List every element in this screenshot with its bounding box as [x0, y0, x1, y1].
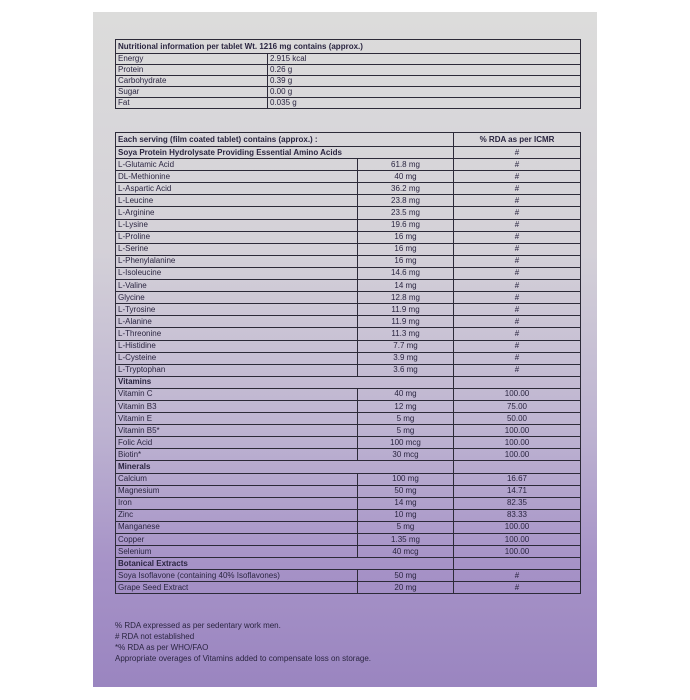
ingredient-rda: 100.00	[454, 534, 581, 546]
ingredient-name: Selenium	[116, 546, 358, 558]
table-row	[116, 413, 581, 425]
ingredient-name: L-Leucine	[116, 195, 358, 207]
table-row	[116, 98, 581, 109]
nutrient-value: 0.39 g	[268, 76, 581, 87]
ingredient-rda: #	[454, 267, 581, 279]
ingredient-name: Magnesium	[116, 485, 358, 497]
table-row	[116, 255, 581, 267]
table-row	[116, 195, 581, 207]
ingredient-name: Soya Isoflavone (containing 40% Isoflavones)	[116, 570, 358, 582]
ingredient-name: L-Arginine	[116, 207, 358, 219]
table-row	[116, 207, 581, 219]
composition-table	[115, 132, 581, 594]
table-row	[116, 400, 581, 412]
ingredient-name: L-Valine	[116, 280, 358, 292]
ingredient-amount: 40 mcg	[358, 546, 454, 558]
amino-section-row	[116, 147, 581, 159]
nutrition-title: Nutritional information per tablet Wt. 1216 mg contains (approx.)	[116, 40, 581, 54]
ingredient-name: Manganese	[116, 521, 358, 533]
ingredient-rda: 100.00	[454, 546, 581, 558]
table-row	[116, 219, 581, 231]
ingredient-name: L-Isoleucine	[116, 267, 358, 279]
table-row	[116, 65, 581, 76]
section-rda	[454, 558, 581, 570]
ingredient-name: Glycine	[116, 292, 358, 304]
ingredient-amount: 11.9 mg	[358, 304, 454, 316]
ingredient-name: L-Aspartic Acid	[116, 183, 358, 195]
nutrient-value: 0.035 g	[268, 98, 581, 109]
ingredient-amount: 23.8 mg	[358, 195, 454, 207]
ingredient-amount: 1.35 mg	[358, 534, 454, 546]
table-row	[116, 497, 581, 509]
ingredient-amount: 100 mcg	[358, 437, 454, 449]
table-row	[116, 340, 581, 352]
ingredient-amount: 50 mg	[358, 570, 454, 582]
ingredient-rda: #	[454, 316, 581, 328]
ingredient-amount: 11.3 mg	[358, 328, 454, 340]
footnote: % RDA expressed as per sedentary work men.	[115, 621, 281, 630]
ingredient-rda: 82.35	[454, 497, 581, 509]
ingredient-name: L-Phenylalanine	[116, 255, 358, 267]
nutrient-name: Carbohydrate	[116, 76, 268, 87]
ingredient-rda: 100.00	[454, 449, 581, 461]
ingredient-name: L-Proline	[116, 231, 358, 243]
section-title: Minerals	[116, 461, 454, 473]
table-row	[116, 54, 581, 65]
footnote: # RDA not established	[115, 632, 195, 641]
ingredient-rda: #	[454, 195, 581, 207]
ingredient-rda: 100.00	[454, 521, 581, 533]
ingredient-amount: 3.9 mg	[358, 352, 454, 364]
label-sheet	[93, 12, 597, 687]
ingredient-rda: #	[454, 207, 581, 219]
ingredient-name: Copper	[116, 534, 358, 546]
footnote: *% RDA as per WHO/FAO	[115, 643, 209, 652]
ingredient-amount: 5 mg	[358, 413, 454, 425]
composition-header-row	[116, 133, 581, 147]
table-row	[116, 570, 581, 582]
ingredient-rda: #	[454, 171, 581, 183]
section-rda	[454, 376, 581, 388]
ingredient-amount: 40 mg	[358, 171, 454, 183]
ingredient-amount: 12.8 mg	[358, 292, 454, 304]
footnote: Appropriate overages of Vitamins added to compensate loss on storage.	[115, 654, 372, 663]
section-rda	[454, 461, 581, 473]
ingredient-rda: #	[454, 582, 581, 594]
ingredient-amount: 5 mg	[358, 521, 454, 533]
composition-header: Each serving (film coated tablet) contains (approx.) :	[116, 133, 454, 147]
table-row	[116, 292, 581, 304]
nutrition-table	[115, 39, 581, 109]
table-row	[116, 304, 581, 316]
ingredient-amount: 3.6 mg	[358, 364, 454, 376]
table-row	[116, 485, 581, 497]
ingredient-name: L-Threonine	[116, 328, 358, 340]
minerals-section-row	[116, 461, 581, 473]
section-rda: #	[454, 147, 581, 159]
section-title: Vitamins	[116, 376, 454, 388]
table-row	[116, 364, 581, 376]
ingredient-amount: 23.5 mg	[358, 207, 454, 219]
nutrient-name: Fat	[116, 98, 268, 109]
table-row	[116, 509, 581, 521]
table-row	[116, 534, 581, 546]
ingredient-amount: 40 mg	[358, 388, 454, 400]
table-row	[116, 183, 581, 195]
ingredient-name: Vitamin C	[116, 388, 358, 400]
ingredient-name: Biotin*	[116, 449, 358, 461]
ingredient-name: Calcium	[116, 473, 358, 485]
ingredient-rda: #	[454, 159, 581, 171]
table-row	[116, 171, 581, 183]
ingredient-rda: 14.71	[454, 485, 581, 497]
table-row	[116, 546, 581, 558]
table-row	[116, 582, 581, 594]
ingredient-name: L-Serine	[116, 243, 358, 255]
ingredient-rda: #	[454, 570, 581, 582]
ingredient-rda: #	[454, 280, 581, 292]
ingredient-rda: 75.00	[454, 400, 581, 412]
ingredient-amount: 14 mg	[358, 497, 454, 509]
ingredient-rda: #	[454, 255, 581, 267]
ingredient-rda: #	[454, 328, 581, 340]
table-row	[116, 159, 581, 171]
nutrient-value: 0.00 g	[268, 87, 581, 98]
table-row	[116, 231, 581, 243]
ingredient-rda: #	[454, 352, 581, 364]
ingredient-name: L-Tyrosine	[116, 304, 358, 316]
table-row	[116, 521, 581, 533]
ingredient-rda: #	[454, 243, 581, 255]
ingredient-rda: 100.00	[454, 425, 581, 437]
ingredient-rda: 83.33	[454, 509, 581, 521]
table-row	[116, 87, 581, 98]
table-row	[116, 316, 581, 328]
ingredient-amount: 16 mg	[358, 243, 454, 255]
table-row	[116, 280, 581, 292]
table-row	[116, 437, 581, 449]
table-row	[116, 388, 581, 400]
ingredient-amount: 100 mg	[358, 473, 454, 485]
ingredient-rda: #	[454, 219, 581, 231]
ingredient-name: L-Cysteine	[116, 352, 358, 364]
nutrient-name: Energy	[116, 54, 268, 65]
ingredient-amount: 50 mg	[358, 485, 454, 497]
ingredient-amount: 19.6 mg	[358, 219, 454, 231]
ingredient-amount: 14 mg	[358, 280, 454, 292]
ingredient-amount: 12 mg	[358, 400, 454, 412]
ingredient-amount: 14.6 mg	[358, 267, 454, 279]
ingredient-name: L-Glutamic Acid	[116, 159, 358, 171]
ingredient-rda: #	[454, 340, 581, 352]
ingredient-rda: 50.00	[454, 413, 581, 425]
ingredient-name: Vitamin B3	[116, 400, 358, 412]
ingredient-amount: 61.8 mg	[358, 159, 454, 171]
section-title: Soya Protein Hydrolysate Providing Essential Amino Acids	[116, 147, 454, 159]
ingredient-rda: #	[454, 364, 581, 376]
ingredient-amount: 7.7 mg	[358, 340, 454, 352]
ingredient-name: Vitamin B5*	[116, 425, 358, 437]
table-row	[116, 267, 581, 279]
ingredient-name: Zinc	[116, 509, 358, 521]
ingredient-amount: 5 mg	[358, 425, 454, 437]
table-row	[116, 449, 581, 461]
footnotes	[115, 620, 585, 664]
ingredient-amount: 20 mg	[358, 582, 454, 594]
nutrient-name: Protein	[116, 65, 268, 76]
table-row	[116, 473, 581, 485]
table-row	[116, 352, 581, 364]
ingredient-name: L-Alanine	[116, 316, 358, 328]
ingredient-name: Vitamin E	[116, 413, 358, 425]
ingredient-amount: 16 mg	[358, 231, 454, 243]
nutrient-value: 2.915 kcal	[268, 54, 581, 65]
ingredient-amount: 11.9 mg	[358, 316, 454, 328]
ingredient-rda: 16.67	[454, 473, 581, 485]
table-row	[116, 76, 581, 87]
ingredient-name: L-Histidine	[116, 340, 358, 352]
ingredient-name: DL-Methionine	[116, 171, 358, 183]
botanical-section-row	[116, 558, 581, 570]
nutrient-name: Sugar	[116, 87, 268, 98]
rda-header: % RDA as per ICMR	[454, 133, 581, 147]
ingredient-rda: 100.00	[454, 437, 581, 449]
vitamins-section-row	[116, 376, 581, 388]
ingredient-amount: 36.2 mg	[358, 183, 454, 195]
table-row	[116, 425, 581, 437]
nutrient-value: 0.26 g	[268, 65, 581, 76]
ingredient-rda: #	[454, 292, 581, 304]
ingredient-rda: #	[454, 304, 581, 316]
ingredient-name: L-Lysine	[116, 219, 358, 231]
ingredient-name: Iron	[116, 497, 358, 509]
ingredient-rda: 100.00	[454, 388, 581, 400]
table-row	[116, 328, 581, 340]
ingredient-amount: 16 mg	[358, 255, 454, 267]
ingredient-amount: 10 mg	[358, 509, 454, 521]
ingredient-amount: 30 mcg	[358, 449, 454, 461]
ingredient-name: L-Tryptophan	[116, 364, 358, 376]
ingredient-name: Folic Acid	[116, 437, 358, 449]
table-row	[116, 243, 581, 255]
ingredient-name: Grape Seed Extract	[116, 582, 358, 594]
ingredient-rda: #	[454, 231, 581, 243]
section-title: Botanical Extracts	[116, 558, 454, 570]
ingredient-rda: #	[454, 183, 581, 195]
